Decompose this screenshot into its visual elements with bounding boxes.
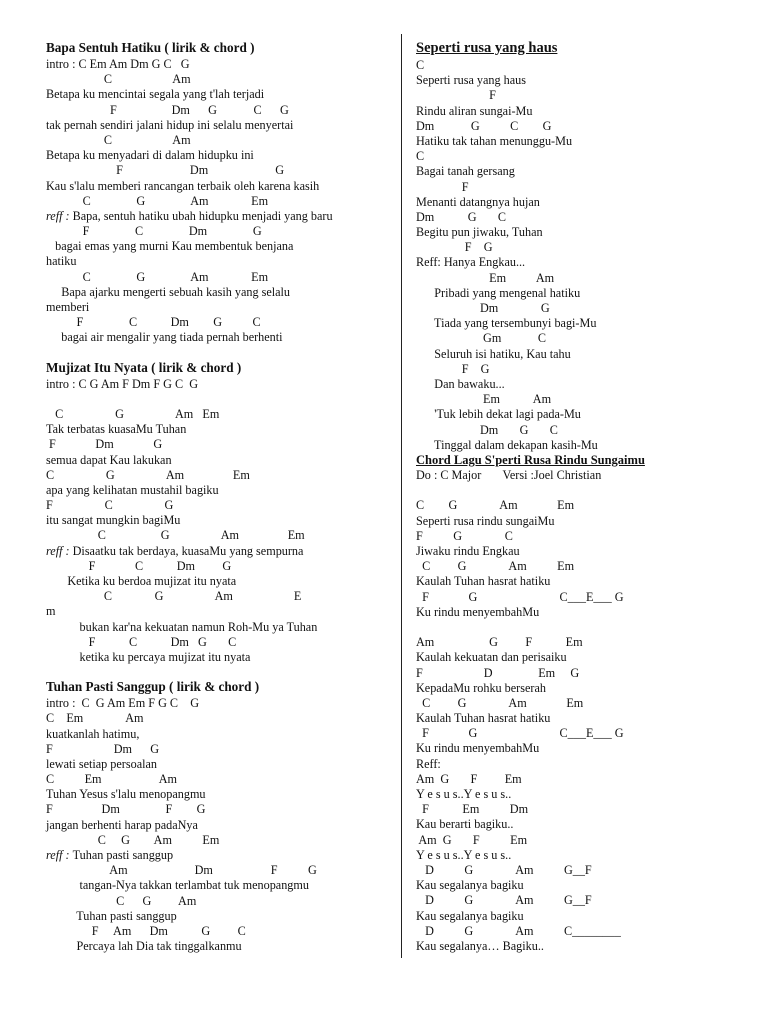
song-line: C G Am Em [46, 406, 220, 421]
song-line: Am G F Em [416, 771, 522, 786]
song-line: Seperti rusa rindu sungaiMu [416, 513, 555, 528]
song-line: m [46, 604, 56, 619]
song-line: C G Am Em [416, 695, 584, 710]
song-line: Bapa ajarku mengerti sebuah kasih yang selalu [46, 284, 291, 299]
song-line: Seperti rusa yang haus [416, 73, 526, 88]
left-column [46, 38, 396, 954]
song-line: D G Am G__F [416, 862, 592, 877]
song-line [46, 392, 396, 407]
song-line: C Am [46, 72, 191, 87]
song-line: jangan berhenti harap padaNya [46, 817, 198, 832]
song-line: intro : C G Am Em F G C G [46, 696, 200, 711]
song-line: Rindu aliran sungai-Mu [416, 103, 533, 118]
song-line: Ketika ku berdoa mujizat itu nyata [46, 574, 237, 588]
song-line: F Dm F G [46, 802, 206, 817]
song-line: Dm G C G [416, 118, 552, 133]
song-line: semua dapat Kau lakukan [46, 452, 172, 467]
song-line: Tuhan pasti sanggup [46, 908, 177, 923]
song-line: Betapa ku menyadari di dalam hidupku ini [46, 148, 254, 163]
song-line: F Dm G [46, 163, 285, 178]
song-line: Begitu pun jiwaku, Tuhan [416, 225, 543, 240]
song-line: F D Em G [416, 665, 580, 680]
song-line: Menanti datangnya hujan [416, 194, 540, 209]
song-line: Reff: [416, 756, 441, 771]
song-line: F Em Dm [416, 802, 529, 817]
song-line [416, 483, 746, 498]
song-line: Ku rindu menyembahMu [416, 741, 540, 756]
song-line: Am G F Em [416, 832, 528, 847]
song-line: F Dm G [46, 741, 160, 756]
song-line: C G Am Em [46, 528, 305, 543]
song-line: F C Dm G C [46, 634, 237, 649]
song-line: Dan bawaku... [416, 376, 505, 391]
song-line: Seluruh isi hatiku, Kau tahu [416, 346, 571, 361]
song-line: Em Am [416, 392, 552, 407]
song-title: Bapa Sentuh Hatiku ( lirik & chord ) [46, 40, 255, 55]
song-line: F C Dm G C [46, 315, 261, 330]
song-body [46, 696, 396, 954]
song-line: F G [416, 361, 490, 376]
song-line: tak pernah sendiri jalani hidup ini selalu menyertai [46, 117, 294, 132]
song-line: Kau segalanya bagiku [416, 878, 524, 893]
song-line: bagai emas yang murni Kau membentuk benjana [46, 239, 294, 254]
song-line: kuatkanlah hatimu, [46, 726, 140, 741]
song-line: Tiada yang tersembunyi bagi-Mu [416, 316, 597, 331]
song-line: C G Am Em [46, 269, 269, 284]
song-line: Kau segalanya bagiku [416, 908, 524, 923]
song-body [46, 57, 396, 346]
song-line: Am Dm F G [46, 863, 317, 878]
song-line: Kaulah Tuhan hasrat hatiku [416, 711, 551, 726]
song-line: reff : Bapa, sentuh hatiku ubah hidupku menjadi yang baru [46, 208, 333, 223]
song-line: C Am [46, 132, 191, 147]
song-line: reff : Tuhan pasti sanggup [46, 848, 174, 862]
song-line: bukan kar'na kekuatan namun Roh-Mu ya Tuhan [46, 619, 318, 634]
song-line: F C G [46, 498, 174, 513]
right-column [416, 38, 746, 954]
song-line: hatiku [46, 254, 77, 269]
song-line: D G Am G__F [416, 893, 592, 908]
song-line: Kaulah kekuatan dan perisaiku [416, 650, 567, 665]
song-line: F G C [416, 528, 513, 543]
song-line: Dm G C [416, 209, 507, 224]
song-line: Tak terbatas kuasaMu Tuhan [46, 422, 187, 437]
song-line: intro : C G Am F Dm F G C G [46, 376, 199, 391]
song-line: C G Am [46, 893, 197, 908]
song-line: C [416, 149, 425, 164]
song-line: C G Am Em [46, 467, 250, 482]
song-line: Kau s'lalu memberi rancangan terbaik oleh karena kasih [46, 178, 320, 193]
song-line: Em Am [416, 270, 555, 285]
song-title: Mujizat Itu Nyata ( lirik & chord ) [46, 359, 242, 375]
song-line: Dm G C [416, 422, 558, 437]
song-line: Reff: Hanya Engkau... [416, 255, 526, 270]
song-line: F [416, 88, 496, 103]
song-line: F Dm G [46, 437, 163, 452]
song-line: bagai air mengalir yang tiada pernah berhenti [46, 330, 283, 345]
song-body [46, 377, 396, 666]
song-line: F Am Dm G C [46, 923, 246, 938]
song-line: Tinggal dalam dekapan kasih-Mu [416, 437, 598, 452]
song-body [416, 58, 746, 453]
song-line [416, 620, 746, 635]
song-line: C Em Am [46, 772, 178, 787]
song-line: ketika ku percaya mujizat itu nyata [46, 649, 251, 664]
song-line: 'Tuk lebih dekat lagi pada-Mu [416, 407, 581, 422]
song-line: Y e s u s..Y e s u s.. [416, 847, 512, 862]
song-line: lewati setiap persoalan [46, 756, 157, 771]
song-line: Kau segalanya… Bagiku.. [416, 938, 544, 953]
song-line: F G C___E___ G [416, 726, 624, 741]
song-line: Do : C Major Versi :Joel Christian [416, 468, 602, 483]
song-line: Kaulah Tuhan hasrat hatiku [416, 574, 551, 589]
song-line: reff : Disaatku tak berdaya, kuasaMu yang sempurna [46, 543, 304, 558]
song-line: D G Am C________ [416, 923, 621, 938]
song-line: Am G F Em [416, 635, 583, 650]
song-line: Pribadi yang mengenal hatiku [416, 285, 581, 300]
song-title: Tuhan Pasti Sanggup ( lirik & chord ) [46, 679, 260, 695]
song-line: Ku rindu menyembahMu [416, 604, 540, 619]
song-line: Percaya lah Dia tak tinggalkanmu [46, 939, 242, 954]
song-line: C G Am Em [46, 193, 269, 208]
song-title: Chord Lagu S'perti Rusa Rindu Sungaimu [416, 452, 645, 467]
song-line: F [416, 179, 469, 194]
song-line: C G Am Em [416, 559, 575, 574]
song-line: intro : C Em Am Dm G C G [46, 57, 190, 71]
song-line: Gm C [416, 331, 547, 346]
song-line: Jiwaku rindu Engkau [416, 544, 520, 558]
song-line: C [416, 58, 425, 72]
song-line: C Em Am [46, 711, 144, 726]
song-line: Y e s u s..Y e s u s.. [416, 787, 512, 801]
song-line: Kau berarti bagiku.. [416, 817, 514, 832]
song-line: F G [416, 240, 493, 255]
song-line: F C Dm G [46, 224, 262, 239]
song-line: Betapa ku mencintai segala yang t'lah terjadi [46, 87, 265, 102]
song-line: apa yang kelihatan mustahil bagiku [46, 482, 219, 497]
song-line: memberi [46, 300, 90, 314]
song-line: F Dm G C G [46, 102, 289, 117]
song-line: C G Am E [46, 589, 302, 604]
song-line: F C Dm G [46, 558, 232, 573]
song-title: Seperti rusa yang haus [416, 40, 558, 56]
song-line: C G Am Em [46, 832, 220, 847]
song-line: itu sangat mungkin bagiMu [46, 513, 181, 528]
song-line: C G Am Em [416, 498, 575, 513]
song-line: Dm G [416, 301, 550, 315]
song-line: tangan-Nya takkan terlambat tuk menopangmu [46, 878, 309, 893]
column-divider [401, 34, 402, 958]
song-line: F G C___E___ G [416, 589, 624, 604]
song-line: KepadaMu rohku berserah [416, 680, 546, 695]
song-line: Hatiku tak tahan menunggu-Mu [416, 133, 573, 148]
song-body [416, 468, 746, 954]
song-line: Bagai tanah gersang [416, 164, 515, 179]
song-line: Tuhan Yesus s'lalu menopangmu [46, 787, 206, 802]
